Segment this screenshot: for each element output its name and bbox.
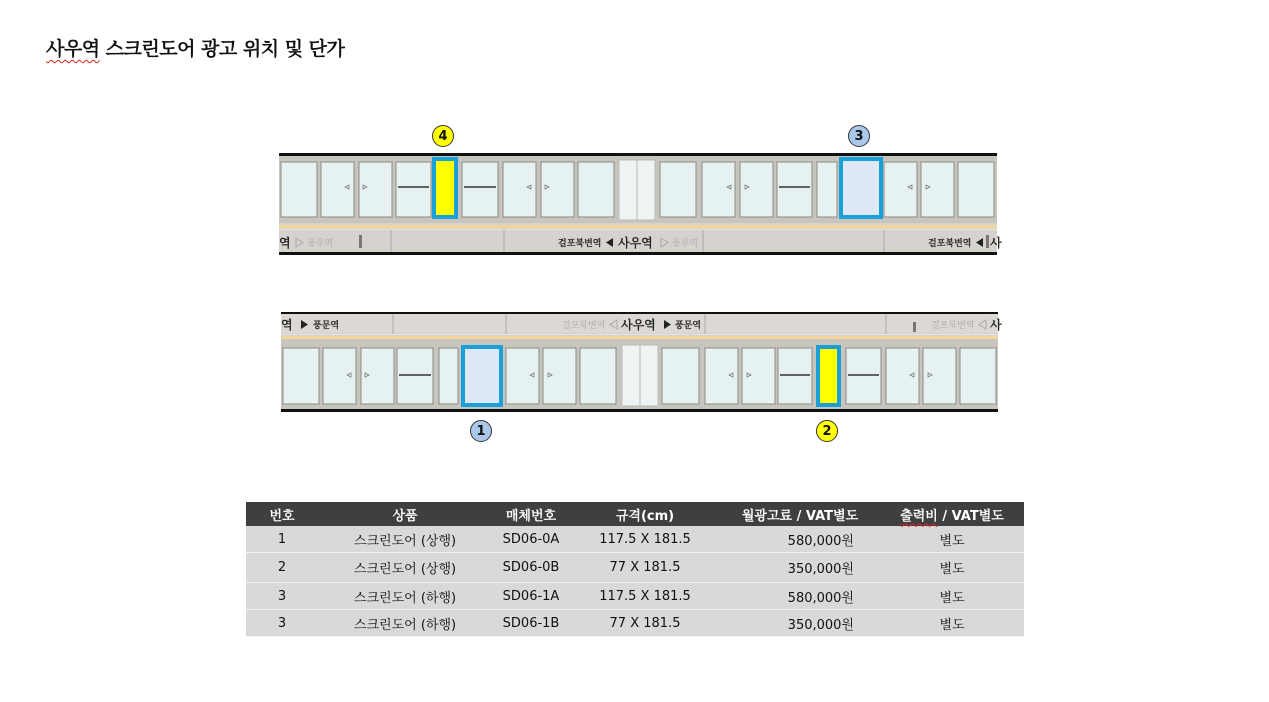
marker-2: 2 [816, 420, 838, 442]
header-print-cost: 출력비 / VAT별도 [880, 502, 1024, 526]
cell-monthly-fee: 350,000원 [720, 553, 880, 583]
table-header-row [246, 502, 1024, 526]
ad-position-2-frame [818, 347, 839, 405]
cell-number: 2 [246, 553, 318, 583]
cell-monthly-fee: 350,000원 [720, 610, 880, 637]
lower-right-station: 사 [990, 318, 1002, 332]
marker-3: 3 [848, 125, 870, 147]
cell-monthly-fee: 580,000원 [720, 583, 880, 610]
upper-center-prev: 걸포북변역 [558, 238, 602, 248]
cell-product: 스크린도어 (상행) [318, 553, 492, 583]
cell-product: 스크린도어 (하행) [318, 583, 492, 610]
table-row [246, 610, 1024, 637]
cell-size: 117.5 X 181.5 [570, 526, 720, 553]
upper-center-station: 사우역 [618, 236, 653, 250]
header-media-id: 매체번호 [492, 502, 570, 526]
cell-size: 117.5 X 181.5 [570, 583, 720, 610]
header-monthly-fee: 월광고료 / VAT별도 [720, 502, 880, 526]
lower-left-station: 역 [281, 318, 293, 332]
page-title-rest: 스크린도어 광고 위치 및 단가 [99, 38, 345, 60]
cell-print-cost: 별도 [880, 610, 1024, 637]
cell-product: 스크린도어 (하행) [318, 610, 492, 637]
lower-left-next: 풍문역 [313, 320, 340, 330]
cell-print-cost: 별도 [880, 526, 1024, 553]
upper-left-station: 역 [279, 236, 291, 250]
page-title [46, 34, 344, 61]
upper-screen-door-diagram [279, 153, 1002, 255]
cell-product: 스크린도어 (상행) [318, 526, 492, 553]
ad-position-4-frame [434, 159, 456, 217]
cell-media-id: SD06-0A [492, 526, 570, 553]
ad-position-1-frame [463, 347, 501, 405]
cell-media-id: SD06-0B [492, 553, 570, 583]
cell-print-cost: 별도 [880, 583, 1024, 610]
cell-media-id: SD06-1B [492, 610, 570, 637]
table-row [246, 526, 1024, 553]
upper-right-station: 사 [990, 236, 1002, 250]
lower-center-prev: 걸포북변역 [562, 320, 606, 330]
lower-right-prev: 걸포북변역 [931, 320, 975, 330]
upper-left-next: 풍무역 [307, 238, 334, 248]
cell-monthly-fee: 580,000원 [720, 526, 880, 553]
lower-screen-door-diagram [281, 312, 1002, 412]
marker-4: 4 [432, 125, 454, 147]
ad-position-3-frame [841, 159, 881, 217]
price-table [246, 502, 1024, 637]
upper-center-next: 풍무역 [672, 238, 699, 248]
table-row [246, 553, 1024, 583]
header-number: 번호 [246, 502, 318, 526]
lower-center-next: 풍문역 [675, 320, 702, 330]
cell-print-cost: 별도 [880, 553, 1024, 583]
upper-right-prev: 걸포북변역 [928, 238, 972, 248]
cell-number: 3 [246, 610, 318, 637]
page-title-station: 사우역 [46, 38, 100, 60]
lower-center-station: 사우역 [621, 318, 656, 332]
cell-number: 3 [246, 583, 318, 610]
table-row [246, 583, 1024, 610]
header-size: 규격(cm) [570, 502, 720, 526]
cell-size: 77 X 181.5 [570, 553, 720, 583]
cell-media-id: SD06-1A [492, 583, 570, 610]
cell-number: 1 [246, 526, 318, 553]
cell-size: 77 X 181.5 [570, 610, 720, 637]
marker-1: 1 [470, 420, 492, 442]
header-product: 상품 [318, 502, 492, 526]
